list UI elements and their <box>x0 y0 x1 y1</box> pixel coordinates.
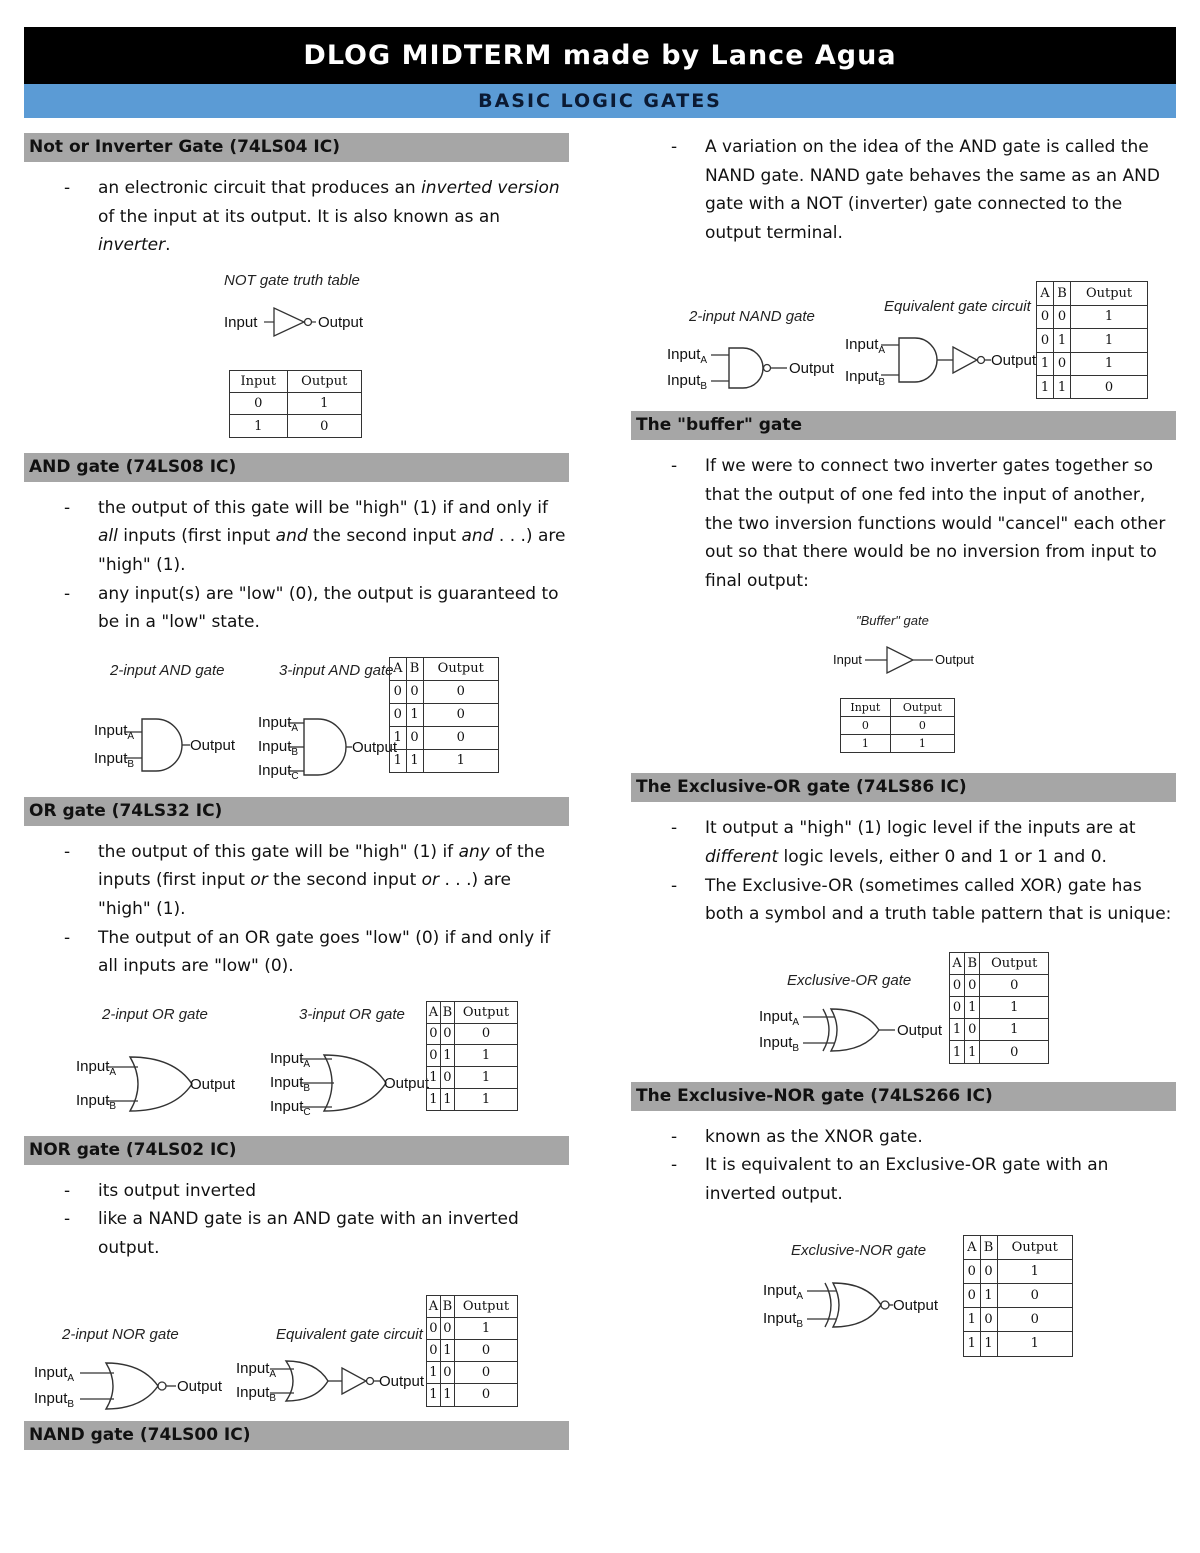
xnor-symbol <box>833 1283 881 1327</box>
not-truth-table <box>229 370 362 438</box>
or-gate-figure <box>24 981 569 1136</box>
nand-2-title: 2-input NAND gate <box>689 308 815 326</box>
or-gate-bullet-1: - the output of this gate will be "high" (1) if any of the inputs (first input or the second input or . . .) are "high" (1). <box>24 838 569 924</box>
and3-in-c: Input$_C$ <box>258 761 299 782</box>
nand-eq-out: Output <box>991 352 1037 370</box>
nand2-symbol <box>729 348 763 388</box>
not-gate-symbol <box>274 308 304 336</box>
or2-out: Output <box>190 1075 236 1093</box>
xnor-diagram-title: Exclusive-NOR gate <box>791 1241 927 1259</box>
or-gate-heading: OR gate (74LS32 IC) <box>24 797 569 826</box>
nor-eq-out: Output <box>379 1372 425 1390</box>
and-gate-bullet-1: - the output of this gate will be "high" (1) if and only if all inputs (first input and the second input and . . .) are "high" (1). <box>24 494 569 580</box>
not-gate-figure <box>24 260 569 453</box>
xor-gate-diagram <box>631 929 1176 1082</box>
and2-out: Output <box>190 736 236 754</box>
nor-equivalent-title: Equivalent gate circuit <box>276 1325 423 1343</box>
nor2-in-a: Input$_A$ <box>34 1363 75 1384</box>
nor-gate-bullet-2: - like a NAND gate is an AND gate with an inverted output. <box>24 1205 569 1262</box>
document-subtitle: BASIC LOGIC GATES <box>24 84 1176 118</box>
nand-eq-and-symbol <box>899 338 937 382</box>
or-gate-bullets <box>24 838 569 981</box>
buffer-gate-bullets <box>631 452 1176 595</box>
and2-in-b: Input$_B$ <box>94 749 135 770</box>
xor-symbol <box>831 1009 879 1051</box>
not-output-label: Output <box>318 313 364 331</box>
not-gate-bullet-1: - an electronic circuit that produces an inverted version of the input at its output. It is also known as an inverter. <box>24 174 569 260</box>
or-2-title: 2-input OR gate <box>102 1005 208 1023</box>
xor-in-b: Input$_B$ <box>759 1033 800 1054</box>
nor2-symbol <box>106 1363 158 1409</box>
or3-out: Output <box>384 1074 430 1092</box>
or-3-title: 3-input OR gate <box>299 1005 405 1023</box>
buffer-symbol <box>887 647 913 673</box>
or2-in-a: Input$_A$ <box>76 1057 117 1078</box>
xor-gate-bullet-1: - It output a "high" (1) logic level if the inputs are at different logic levels, either 0 and 1 or 1 and 0. <box>631 814 1176 871</box>
nand2-in-b: Input$_B$ <box>667 372 708 393</box>
nor-gate-figure <box>24 1263 569 1421</box>
xnor-gate-diagram <box>631 1209 1176 1379</box>
and3-in-a: Input$_A$ <box>258 713 299 734</box>
and2-symbol <box>142 719 182 771</box>
or2-in-b: Input$_B$ <box>76 1091 117 1112</box>
th-output: Output <box>287 370 361 392</box>
nor2-in-b: Input$_B$ <box>34 1389 75 1410</box>
th-input: Input <box>230 370 288 392</box>
xor-gate-figure <box>631 929 1176 1082</box>
xnor-gate-bullet-1: - known as the XNOR gate. <box>631 1123 1176 1152</box>
nor-2-title: 2-input NOR gate <box>62 1325 179 1343</box>
not-gate-heading: Not or Inverter Gate (74LS04 IC) <box>24 133 569 162</box>
and-gate-bullets <box>24 494 569 637</box>
and-gate-figure <box>24 637 569 797</box>
xor-truth-table: A B Output 0 0 0 0 1 1 1 0 1 1 1 0 <box>949 952 1049 1064</box>
xor-in-a: Input$_A$ <box>759 1007 800 1028</box>
or-truth-table: A B Output 0 0 0 0 1 1 1 0 1 1 1 1 <box>426 1001 518 1111</box>
cell: 1 <box>287 393 361 415</box>
nor-gate-bullets <box>24 1177 569 1263</box>
nor2-out: Output <box>177 1377 223 1395</box>
nor-gate-heading: NOR gate (74LS02 IC) <box>24 1136 569 1165</box>
right-column <box>631 133 1176 1379</box>
buffer-truth-table: Input Output 0 0 1 1 <box>840 698 955 753</box>
or3-in-b: Input$_B$ <box>270 1073 311 1094</box>
and-truth-table: A B Output 0 0 0 0 1 0 1 0 0 1 1 1 <box>389 657 499 773</box>
nor-eq-or-symbol <box>286 1361 328 1401</box>
xnor-gate-heading: The Exclusive-NOR gate (74LS266 IC) <box>631 1082 1176 1111</box>
nor-eq-not-symbol <box>342 1368 366 1394</box>
xor-gate-heading: The Exclusive-OR gate (74LS86 IC) <box>631 773 1176 802</box>
nor-gate-bullet-1: - its output inverted <box>24 1177 569 1206</box>
nand-gate-figure <box>631 247 1176 411</box>
or2-symbol <box>130 1057 192 1111</box>
cell: 1 <box>230 415 288 437</box>
nand-gate-bullets <box>631 133 1176 247</box>
xor-out: Output <box>897 1021 943 1039</box>
nand-equivalent-title: Equivalent gate circuit <box>884 298 1031 316</box>
nand-eq-in-a: Input$_A$ <box>845 336 886 357</box>
nand-gate-heading: NAND gate (74LS00 IC) <box>24 1421 569 1450</box>
buffer-gate-heading: The "buffer" gate <box>631 411 1176 440</box>
xor-gate-bullet-2: - The Exclusive-OR (sometimes called XOR) gate has both a symbol and a truth table pattern that is unique: <box>631 872 1176 929</box>
not-gate-diagram-title: NOT gate truth table <box>224 271 360 289</box>
nor-eq-in-a: Input$_A$ <box>236 1359 277 1380</box>
not-input-label: Input <box>224 313 258 331</box>
xnor-in-b: Input$_B$ <box>763 1309 804 1330</box>
xnor-truth-table: A B Output 0 0 1 0 1 0 1 0 0 1 1 1 <box>963 1235 1073 1357</box>
nand-truth-table: A B Output 0 0 1 0 1 1 1 0 1 1 1 0 <box>1036 281 1148 399</box>
buffer-gate-bullet-1: - If we were to connect two inverter gates together so that the output of one fed into the input of another, the two inversion functions would "cancel" each other out so that there would be no inversion from input to final output: <box>631 452 1176 595</box>
and-gate-bullet-2: - any input(s) are "low" (0), the output is guaranteed to be in a "low" state. <box>24 580 569 637</box>
buffer-output-label: Output <box>935 652 975 668</box>
and3-symbol <box>304 719 346 775</box>
or3-in-a: Input$_A$ <box>270 1049 311 1070</box>
xnor-gate-bullet-2: - It is equivalent to an Exclusive-OR gate with an inverted output. <box>631 1151 1176 1208</box>
nand-eq-not-symbol <box>953 347 977 373</box>
nand2-out: Output <box>789 360 835 378</box>
not-gate-bullets <box>24 174 569 260</box>
cell: 0 <box>230 393 288 415</box>
or-gate-bullet-2: - The output of an OR gate goes "low" (0) if and only if all inputs are "low" (0). <box>24 924 569 981</box>
or3-in-c: Input$_C$ <box>270 1097 311 1118</box>
buffer-gate-figure <box>631 595 1176 773</box>
nor-eq-in-b: Input$_B$ <box>236 1383 277 1404</box>
document-title: DLOG MIDTERM made by Lance Agua <box>24 27 1176 84</box>
and-3-title: 3-input AND gate <box>279 661 394 679</box>
nor-truth-table: A B Output 0 0 1 0 1 0 1 0 0 1 1 0 <box>426 1295 518 1407</box>
nand2-in-a: Input$_A$ <box>667 346 708 367</box>
nand-eq-in-b: Input$_B$ <box>845 368 886 389</box>
xnor-in-a: Input$_A$ <box>763 1281 804 1302</box>
and-gate-heading: AND gate (74LS08 IC) <box>24 453 569 482</box>
xnor-gate-figure <box>631 1209 1176 1379</box>
xnor-out: Output <box>893 1296 939 1314</box>
buffer-diagram-title: "Buffer" gate <box>856 613 929 629</box>
xor-gate-bullets <box>631 814 1176 928</box>
xnor-gate-bullets <box>631 1123 1176 1209</box>
and2-in-a: Input$_A$ <box>94 721 135 742</box>
left-column <box>24 133 569 1450</box>
and3-in-b: Input$_B$ <box>258 737 299 758</box>
buffer-input-label: Input <box>833 652 862 668</box>
and3-out: Output <box>352 738 398 756</box>
cell: 0 <box>287 415 361 437</box>
xor-diagram-title: Exclusive-OR gate <box>787 971 912 989</box>
and-2-title: 2-input AND gate <box>110 661 225 679</box>
nand-gate-bullet-1: - A variation on the idea of the AND gate is called the NAND gate. NAND gate behaves the same as an AND gate with a NOT (inverter) gate connected to the output terminal. <box>631 133 1176 247</box>
